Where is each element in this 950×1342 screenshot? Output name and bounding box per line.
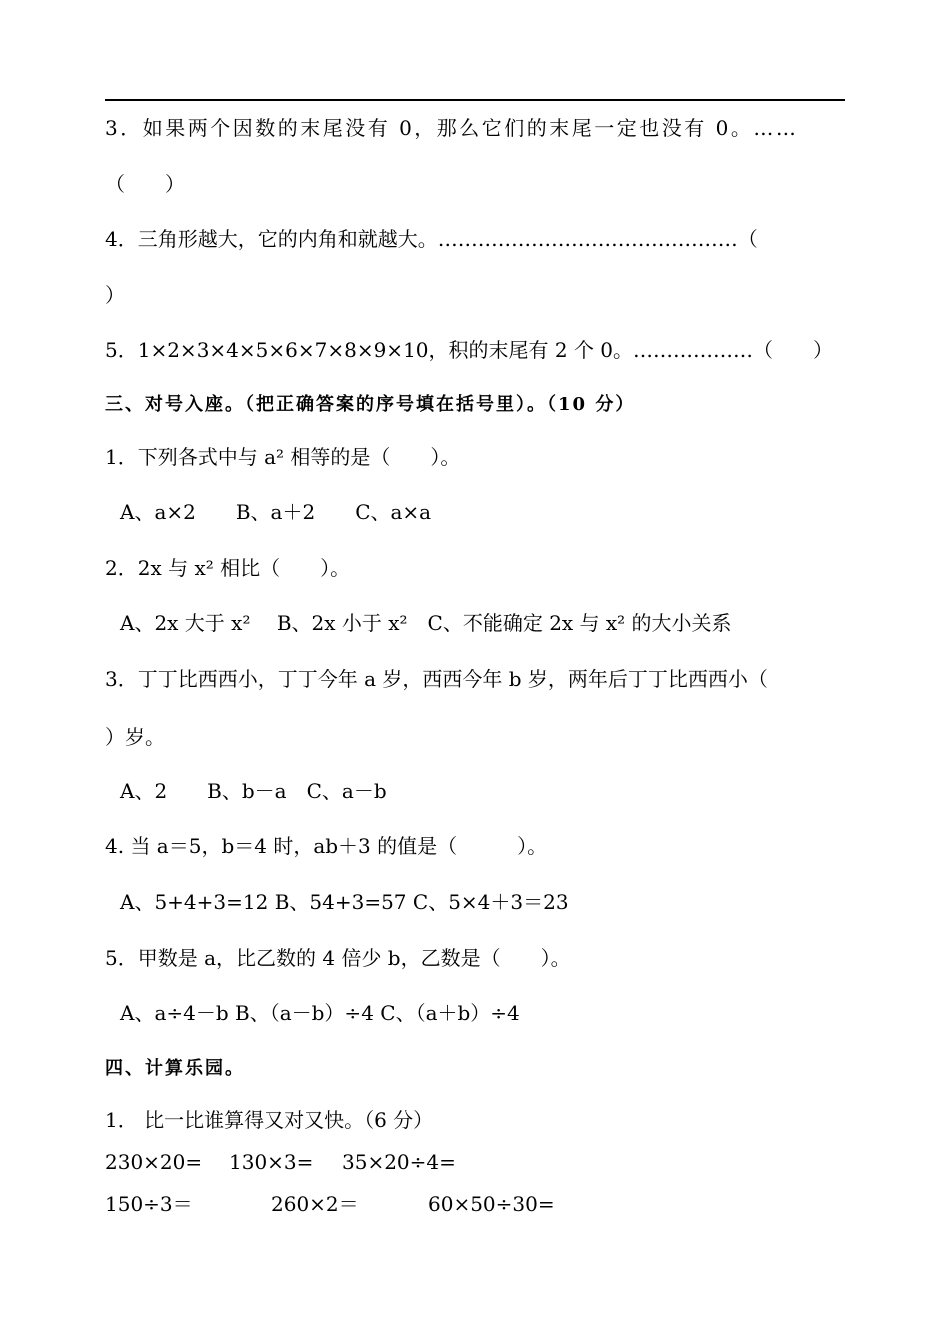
choice-question-5: 5．甲数是 a，比乙数的 4 倍少 b，乙数是（ ）。 <box>105 946 571 970</box>
choice-options-3: A、2 B、b－a C、a－b <box>120 779 387 803</box>
choice-options-4: A、5+4+3=12 B、54+3=57 C、5×4＋3＝23 <box>120 890 569 914</box>
section-3-heading: 三、对号入座。（把正确答案的序号填在括号里）。（10 分） <box>105 394 636 415</box>
calc-expression: 260×2＝ <box>271 1192 359 1216</box>
choice-question-3-continued: ）岁。 <box>105 725 165 749</box>
choice-question-2: 2．2x 与 x² 相比（ ）。 <box>105 556 351 580</box>
judge-answer-paren-3: （ ） <box>105 172 185 196</box>
section-4-heading: 四、计算乐园。 <box>105 1058 245 1079</box>
choice-options-1: A、a×2 B、a＋2 C、a×a <box>120 500 432 524</box>
judge-question-3: 3．如果两个因数的末尾没有 0，那么它们的末尾一定也没有 0。…… <box>105 116 799 140</box>
choice-question-1: 1．下列各式中与 a² 相等的是（ ）。 <box>105 445 461 469</box>
judge-question-4: 4．三角形越大，它的内角和就越大。………………………………………（ <box>105 227 758 251</box>
choice-question-4: 4. 当 a＝5，b＝4 时，ab＋3 的值是（ ）。 <box>105 834 548 858</box>
choice-question-3: 3．丁丁比西西小，丁丁今年 a 岁，西西今年 b 岁，两年后丁丁比西西小（ <box>105 667 768 691</box>
choice-options-5: A、a÷4－b B、（a－b）÷4 C、（a＋b）÷4 <box>120 1001 520 1025</box>
calc-expression: 35×20÷4= <box>342 1150 456 1174</box>
calc-question-1: 1． 比一比谁算得又对又快。（6 分） <box>105 1108 434 1132</box>
calc-expression: 230×20= <box>105 1150 203 1174</box>
calc-expression: 150÷3＝ <box>105 1192 193 1216</box>
calc-expression: 60×50÷30= <box>428 1192 555 1216</box>
judge-question-5: 5．1×2×3×4×5×6×7×8×9×10，积的末尾有 2 个 0。………………（ ） <box>105 338 834 362</box>
judge-answer-paren-4: ） <box>105 283 125 307</box>
calc-expression: 130×3= <box>229 1150 314 1174</box>
choice-options-2: A、2x 大于 x² B、2x 小于 x² C、不能确定 2x 与 x² 的大小关系 <box>120 611 732 635</box>
top-rule <box>105 99 845 101</box>
